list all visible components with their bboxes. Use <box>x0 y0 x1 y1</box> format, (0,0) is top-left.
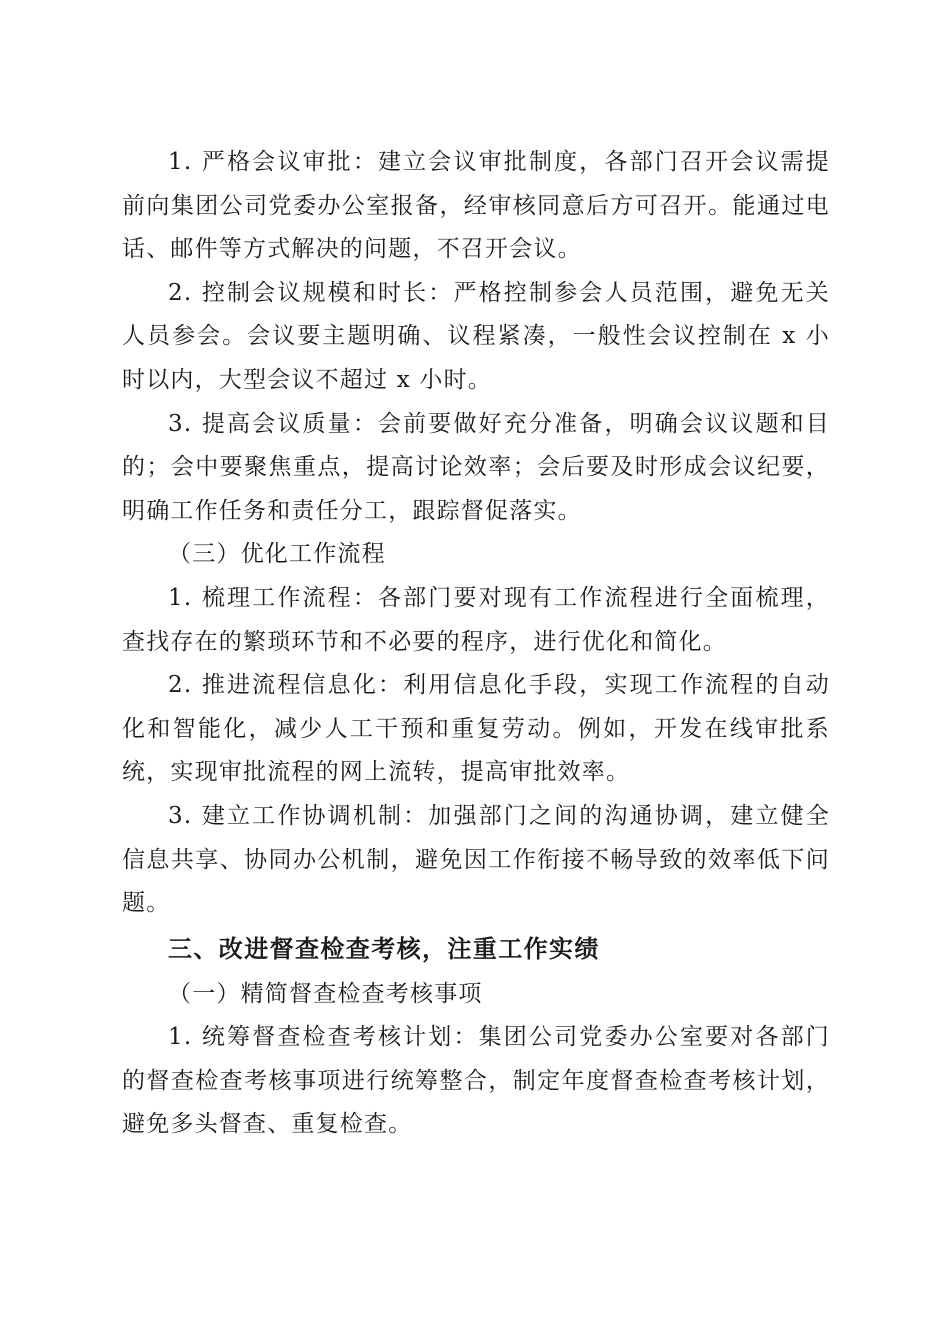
para-coordination-mechanism: 3. 建立工作协调机制：加强部门之间的沟通协调，建立健全信息共享、协同办公机制，避免因工作衔接不畅导致的效率低下问题。 <box>122 802 830 917</box>
section-heading-supervision: 三、改进督查检查考核，注重工作实绩 <box>168 934 600 963</box>
sub-heading-streamline-inspections: （一）精简督查检查考核事项 <box>168 980 483 1007</box>
para-sort-workflow: 1. 梳理工作流程：各部门要对现有工作流程进行全面梳理，查找存在的繁琐环节和不必要的程序，进行优化和简化。 <box>122 584 830 655</box>
document-body <box>122 141 830 1147</box>
para-informatize-workflow: 2. 推进流程信息化：利用信息化手段，实现工作流程的自动化和智能化，减少人工干预和重复劳动。例如，开发在线审批系统，实现审批流程的网上流转，提高审批效率。 <box>122 672 830 786</box>
sub-heading-optimize-workflow: （三）优化工作流程 <box>168 541 386 568</box>
para-meeting-quality: 3. 提高会议质量：会前要做好充分准备，明确会议议题和目的；会中要聚焦重点，提高讨论效率；会后要及时形成会议纪要，明确工作任务和责任分工，跟踪督促落实。 <box>122 410 830 524</box>
para-inspection-plan: 1. 统筹督查检查考核计划：集团公司党委办公室要对各部门的督查检查考核事项进行统筹整合，制定年度督查检查考核计划，避免多头督查、重复检查。 <box>122 1024 830 1138</box>
para-meeting-scale: 2. 控制会议规模和时长：严格控制参会人员范围，避免无关人员参会。会议要主题明确、议程紧凑，一般性会议控制在 x 小时以内，大型会议不超过 x 小时。 <box>122 279 830 393</box>
para-meeting-approval: 1. 严格会议审批：建立会议审批制度，各部门召开会议需提前向集团公司党委办公室报备，经审核同意后方可召开。能通过电话、邮件等方式解决的问题，不召开会议。 <box>122 149 830 263</box>
